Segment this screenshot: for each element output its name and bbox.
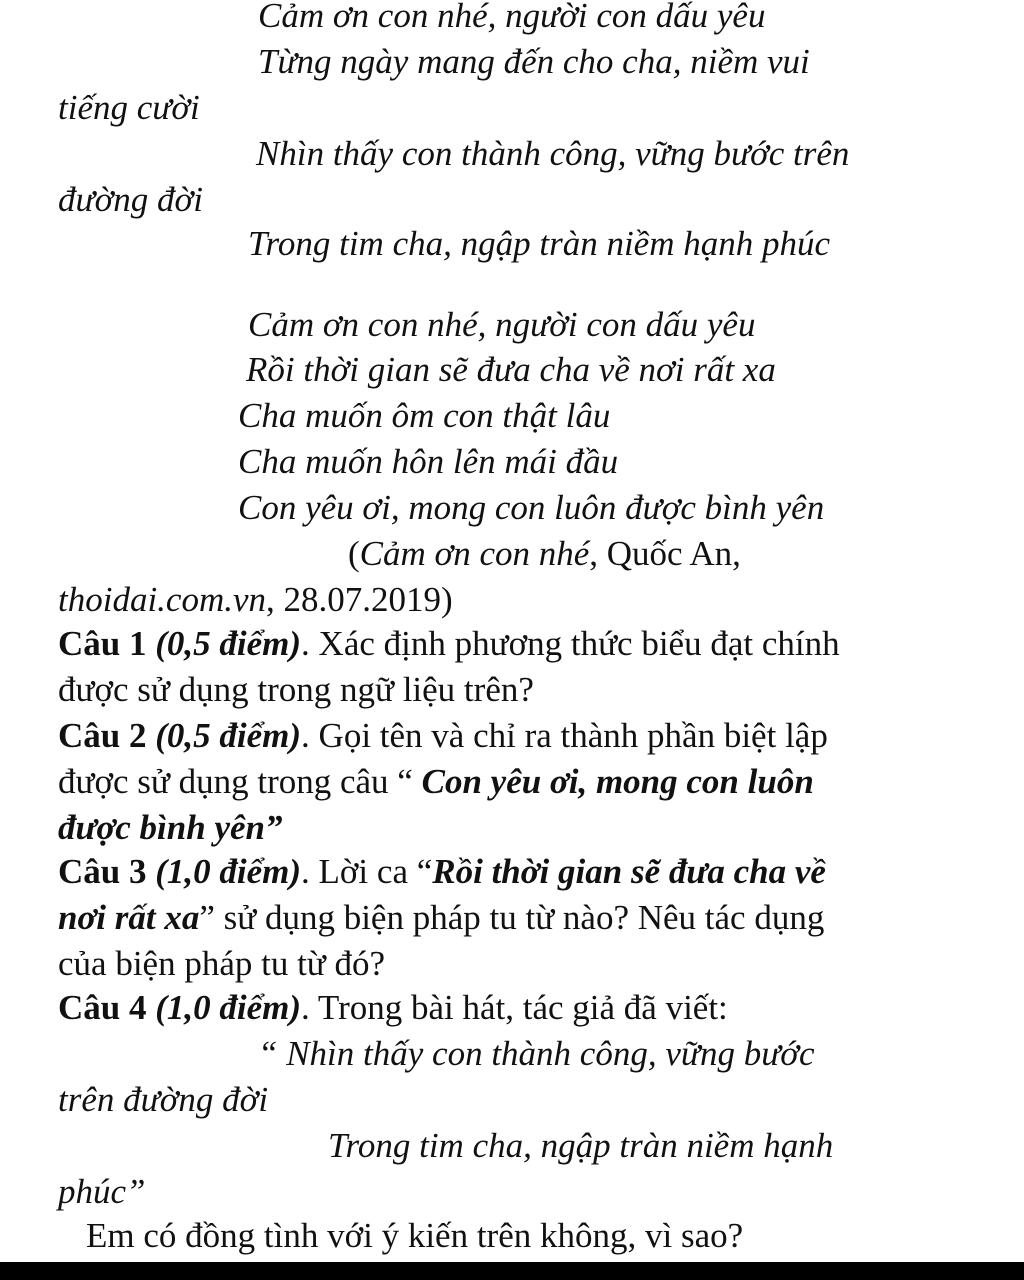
quoted-sentence: Con yêu ơi, mong con luôn bbox=[421, 762, 814, 801]
question-text: . Xác định phương thức biểu đạt chính bbox=[301, 624, 840, 663]
question-text: . Gọi tên và chỉ ra thành phần biệt lập bbox=[301, 716, 828, 755]
question-3-cont bbox=[58, 898, 824, 938]
question-3-cont2: của biện pháp tu từ đó? bbox=[58, 944, 386, 983]
poem-line: đường đời bbox=[58, 180, 203, 219]
poem-line: Cảm ơn con nhé, người con dấu yêu bbox=[248, 305, 756, 344]
source-author: , Quốc An, bbox=[589, 534, 741, 573]
source-open-paren: ( bbox=[348, 534, 360, 573]
question-points: (0,5 điểm) bbox=[155, 716, 302, 755]
question-label: Câu 1 bbox=[58, 624, 147, 663]
question-points: (0,5 điểm) bbox=[155, 624, 302, 663]
question-label: Câu 4 bbox=[58, 988, 147, 1027]
question-1-cont: được sử dụng trong ngữ liệu trên? bbox=[58, 670, 534, 709]
quoted-excerpt-line: Trong tim cha, ngập tràn niềm hạnh bbox=[328, 1126, 834, 1165]
question-points: (1,0 điểm) bbox=[155, 852, 302, 891]
source-date: , 28.07.2019) bbox=[266, 580, 453, 619]
question-label: Câu 2 bbox=[58, 716, 147, 755]
poem-line: Cha muốn hôn lên mái đầu bbox=[238, 442, 619, 481]
question-2-cont bbox=[58, 762, 814, 802]
poem-line: tiếng cười bbox=[58, 88, 200, 127]
quoted-excerpt-line: trên đường đời bbox=[58, 1080, 269, 1119]
poem-line: Từng ngày mang đến cho cha, niềm vui bbox=[258, 42, 810, 81]
question-1 bbox=[58, 624, 840, 664]
question-2 bbox=[58, 716, 828, 756]
poem-line: Rồi thời gian sẽ đưa cha về nơi rất xa bbox=[246, 350, 776, 389]
poem-line: Cảm ơn con nhé, người con dấu yêu bbox=[258, 0, 766, 35]
quoted-excerpt-line: phúc” bbox=[58, 1172, 146, 1211]
source-title: Cảm ơn con nhé bbox=[359, 534, 590, 573]
source-citation bbox=[348, 534, 741, 574]
quoted-lyric-end: nơi rất xa bbox=[58, 898, 200, 937]
question-text: . Trong bài hát, tác giả đã viết: bbox=[301, 988, 728, 1027]
poem-line: Con yêu ơi, mong con luôn được bình yên bbox=[238, 488, 825, 527]
question-4-prompt: Em có đồng tình với ý kiến trên không, vì sao? bbox=[86, 1216, 744, 1255]
quoted-lyric: Rồi thời gian sẽ đưa cha về bbox=[432, 852, 826, 891]
poem-line: Nhìn thấy con thành công, vững bước trên bbox=[256, 134, 850, 173]
question-3 bbox=[58, 852, 826, 892]
question-text: . Lời ca “ bbox=[301, 852, 433, 891]
question-points: (1,0 điểm) bbox=[155, 988, 302, 1027]
quoted-sentence-end: được bình yên” bbox=[58, 808, 283, 847]
poem-line: Cha muốn ôm con thật lâu bbox=[238, 396, 611, 435]
poem-line: Trong tim cha, ngập tràn niềm hạnh phúc bbox=[248, 224, 831, 263]
question-4 bbox=[58, 988, 728, 1028]
question-label: Câu 3 bbox=[58, 852, 147, 891]
source-site: thoidai.com.vn bbox=[58, 580, 267, 619]
source-site-date bbox=[58, 580, 453, 620]
question-text: ” sử dụng biện pháp tu từ nào? Nêu tác dụng bbox=[199, 898, 825, 937]
quoted-excerpt-line: “ Nhìn thấy con thành công, vững bước bbox=[258, 1034, 815, 1073]
question-text: được sử dụng trong câu “ bbox=[58, 762, 422, 801]
bottom-edge-bar bbox=[0, 1262, 1024, 1280]
